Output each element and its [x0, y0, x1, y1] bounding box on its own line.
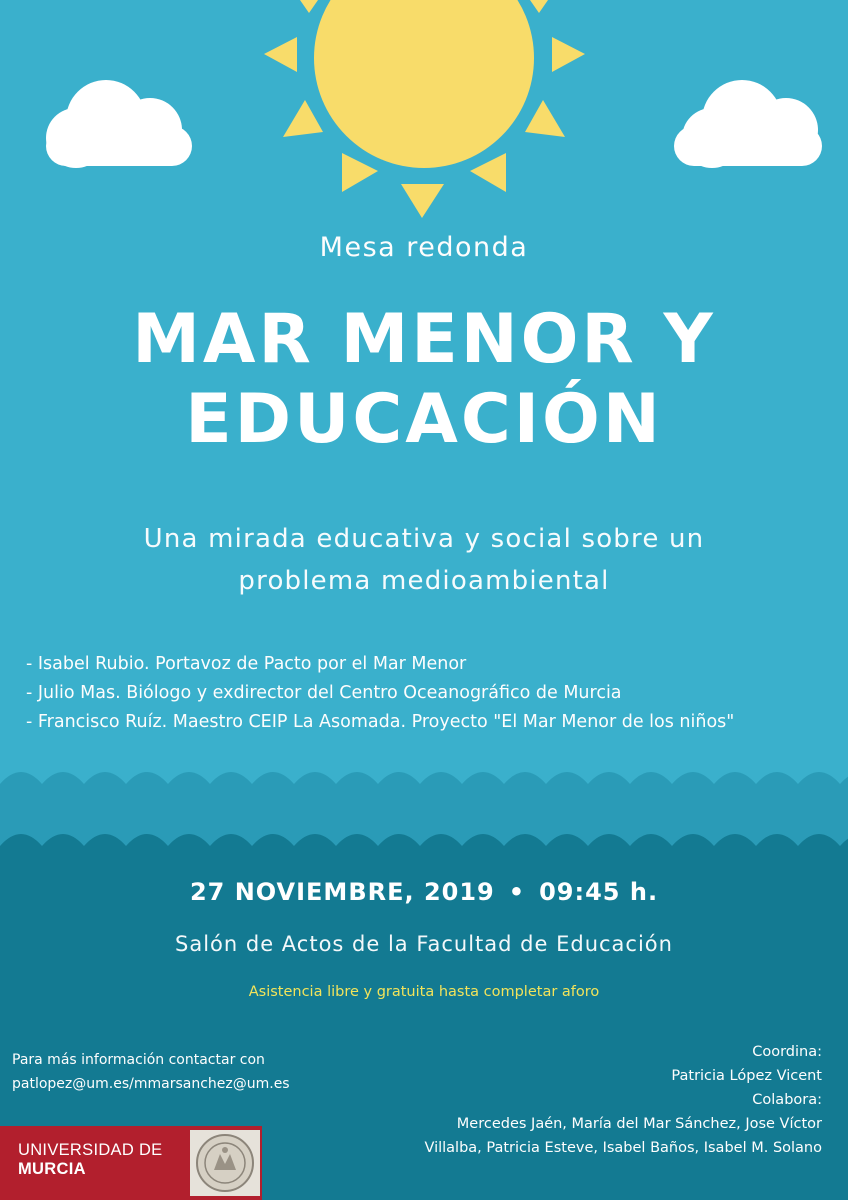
event-date: 27 NOVIEMBRE, 2019	[189, 878, 495, 906]
speaker-item: - Julio Mas. Biólogo y exdirector del Centro Oceanográfico de Murcia	[26, 683, 622, 703]
contact-emails[interactable]: patlopez@um.es/mmarsanchez@um.es	[12, 1076, 290, 1092]
university-logo[interactable]	[0, 1126, 262, 1200]
speaker-item: - Francisco Ruíz. Maestro CEIP La Asomada. Proyecto "El Mar Menor de los niños"	[26, 712, 735, 732]
title-line-1: MAR MENOR Y	[132, 300, 716, 379]
event-type: Mesa redonda	[319, 232, 529, 263]
tagline-line-2: problema medioambiental	[238, 566, 610, 596]
sky-illustration	[0, 0, 848, 260]
colabora-label: Colabora:	[752, 1092, 822, 1108]
coordina-name: Patricia López Vicent	[671, 1068, 822, 1084]
sun-icon	[264, 0, 585, 218]
university-seal-icon	[190, 1130, 260, 1196]
colabora-names-line-2: Villalba, Patricia Esteve, Isabel Baños, Isabel M. Solano	[424, 1140, 822, 1156]
event-venue: Salón de Actos de la Facultad de Educación	[175, 932, 673, 956]
cloud-right-icon	[674, 80, 822, 168]
coordina-label: Coordina:	[752, 1044, 822, 1060]
credits	[424, 1040, 822, 1160]
university-name-line-1: UNIVERSIDAD DE	[18, 1141, 163, 1159]
tagline-line-1: Una mirada educativa y social sobre un	[143, 524, 705, 554]
date-time	[0, 878, 848, 906]
event-time: 09:45 h.	[539, 878, 659, 906]
entry-note: Asistencia libre y gratuita hasta completar aforo	[248, 984, 600, 1000]
tagline	[0, 518, 848, 602]
cloud-left-icon	[46, 80, 192, 168]
title-line-2: EDUCACIÓN	[185, 380, 663, 459]
speaker-item: - Isabel Rubio. Portavoz de Pacto por el Mar Menor	[26, 654, 467, 674]
contact-label: Para más información contactar con	[12, 1052, 265, 1068]
poster-title	[0, 300, 848, 460]
colabora-names-line-1: Mercedes Jaén, María del Mar Sánchez, Jose Víctor	[456, 1116, 822, 1132]
university-name	[18, 1141, 162, 1179]
contact-info	[12, 1048, 290, 1096]
bullet-separator: •	[508, 878, 526, 906]
speaker-list	[26, 650, 734, 737]
university-name-line-2: MURCIA	[18, 1160, 86, 1178]
